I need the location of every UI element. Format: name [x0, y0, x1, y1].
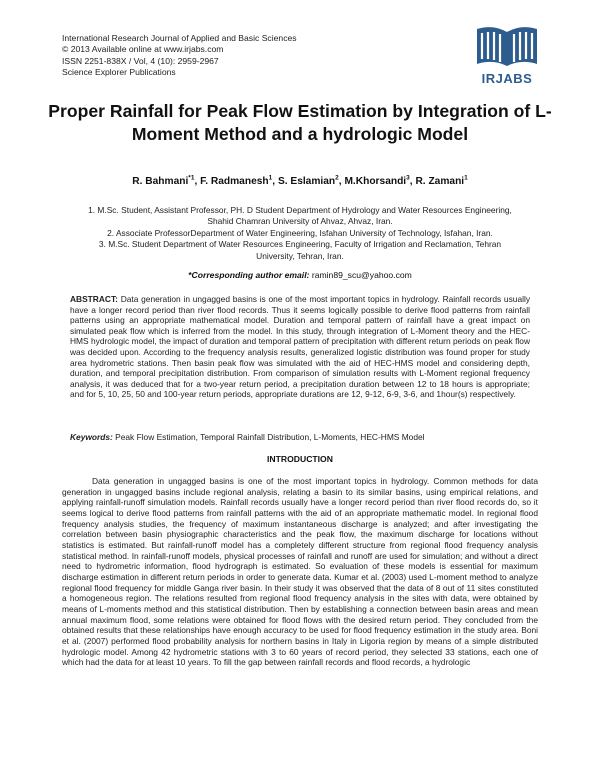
- journal-header: [62, 33, 297, 78]
- abstract: [70, 294, 530, 400]
- corresponding-label: *Corresponding author email:: [188, 270, 310, 280]
- journal-logo: [468, 22, 546, 92]
- author-name: M.Khorsandi: [344, 176, 407, 187]
- copyright-line: © 2013 Available online at www.irjabs.com: [62, 44, 224, 55]
- author-name: R. Bahmani: [132, 176, 189, 187]
- corresponding-email[interactable]: ramin89_scu@yahoo.com: [311, 270, 412, 280]
- corresponding-author: [0, 270, 600, 280]
- issn-line: ISSN 2251-838X / Vol, 4 (10): 2959-2967: [62, 55, 219, 66]
- author-name: R. Zamani: [415, 176, 465, 187]
- abstract-label: ABSTRACT:: [70, 294, 118, 304]
- section-heading-introduction: INTRODUCTION: [267, 454, 333, 464]
- abstract-text: Data generation in ungagged basins is one of the most important topics in hydrology. Rainfall records usually have a longer record period than river flood records. Thus it seems logically possible to derive flood patterns from rainfall patterns using an appropriate mathematical model. Duration and temporal pattern of rainfall have a great impact on simulated peak flow which is inferred from the model. In this study, through integration of L-Moment theory and the HEC-HMS hydrologic model, the impact of duration and temporal pattern of precipitation with different return periods on peak flow was decided upon. According to the frequency analysis results, generalized logistic distribution was found proper for study area hydrometric stations. Then basin peak flow was simulated with the aid of HEC-HMS model and considering depth, duration, and temporal precipitation distribution. From comparison of simulation results with L-Moment regional frequency analysis, it was deduced that for a two-year return period, a precipitation duration between 12 to 18 hours is appropriate; and for 5, 10, 25, 50 and 100-year return periods, appropriate durations are 12, 9-12, 6-9, 3-6, and 1hour(s) respectively.: [70, 294, 531, 400]
- author-list: R. Bahmani$^{*1}$, F. Radmanesh$^1$, S. Eslamian$^2$, M.Khorsandi$^3$, R. Zamani$^1$: [132, 174, 468, 187]
- author-sup: 2: [335, 174, 339, 182]
- journal-name: International Research Journal of Applied and Basic Sciences: [62, 33, 297, 43]
- affiliation-item: 1. M.Sc. Student, Assistant Professor, PH. D Student Department of Hydrology and Water Resources Engineering, Shahid Chamran University of Ahvaz, Ahvaz, Iran.: [88, 205, 512, 227]
- author-name: F. Radmanesh: [200, 176, 269, 187]
- author-sup: 3: [406, 174, 410, 182]
- affiliation-list: [80, 205, 520, 262]
- book-icon: [468, 22, 546, 70]
- author-sup: 1: [268, 174, 273, 182]
- affiliation-item: 2. Associate ProfessorDepartment of Water Engineering, Isfahan University of Technology, Isfahan, Iran.: [107, 227, 493, 238]
- publisher-line: Science Explorer Publications: [62, 66, 176, 77]
- author-sup: 1: [464, 174, 468, 182]
- keywords-label: Keywords:: [70, 432, 113, 442]
- introduction-body: Data generation in ungagged basins is one of the most important topics in hydrology. Common methods for data generation in ungagged basins include regional analysis, relating a basin to its similar basins, using empirical relations, and applying rainfall-runoff simulation models. Rainfall records usually have a longer record period than river flood records do, so it seems logical to derive flood patterns from rainfall patterns with the aid of an appropriate mathematic model. In regional flood frequency analysis studies, the frequency of maximum instantaneous discharge is analyzed; and after investigating the correlation between basin physiographic characteristics and the peak flow, the maximum discharge for locations without statistics is estimated. But rainfall-runoff model has a completely different structure from regional flood frequency analysis statistical method. In rainfall-runoff models, physical processes of rainfall and runoff are used for simulation; and without a direct need to hydrometric information, flood hydrograph is estimated. So evaluation of these models is essential for maximum discharge estimation in different return periods in order to generate data. Kumar et al. (2003) used L-moment method to analyze regional flood frequency for middle Ganga river basin. In their study it was observed that the data of 8 out of 11 sites constituted a homogeneous region. The relations resulted from regional flood frequency analysis in the sites with data, were obtained by means of L-moments method and this statistical distribution. Then by establishing a connection between basin areas and mean annual maximum flood, some relations were obtained for flood flows with the desired return period. They concluded from the obtained results that these relationships have enough accuracy to be used for flood frequency estimation in the study area. Boni et al. (2007) performed flood probability analysis for northern basins in Italy in Ligoria region by means of a simple distributed hydrologic model. Among 42 hydrometric stations with 3 to 60 years of record period, they selected 33 stations, each one of which had the data for at least 10 years. To fill the gap between rainfall records and flood records, a hydrologic: [62, 476, 538, 668]
- keywords: [70, 432, 530, 443]
- affiliation-item: 3. M.Sc. Student Department of Water Resources Engineering, Faculty of Irrigation and Reclamation, Tehran University, Tehran, Iran.: [98, 239, 502, 261]
- paper-title: Proper Rainfall for Peak Flow Estimation by Integration of L-Moment Method and a hydrologic Model: [48, 101, 552, 144]
- logo-text: IRJABS: [481, 71, 533, 86]
- author-name: S. Eslamian: [277, 176, 336, 187]
- keywords-text: Peak Flow Estimation, Temporal Rainfall Distribution, L-Moments, HEC-HMS Model: [115, 432, 425, 442]
- author-sup: *1: [188, 174, 195, 182]
